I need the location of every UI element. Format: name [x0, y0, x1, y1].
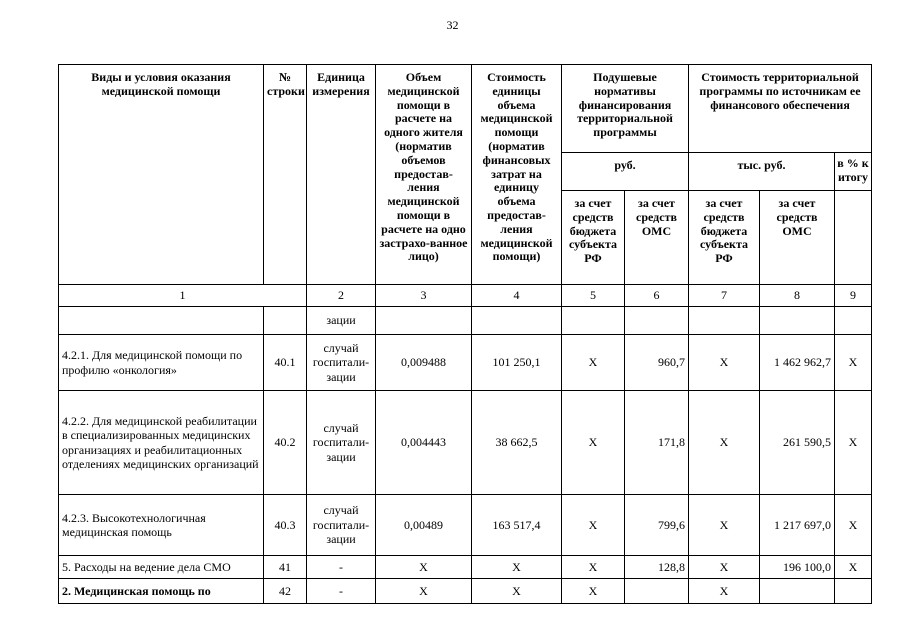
row-name: 4.2.3. Высокотехнологичная медицинская помощь — [59, 495, 264, 556]
row-unit: зации — [307, 307, 376, 335]
row-cost: X — [472, 579, 562, 604]
row-budget-thous: X — [689, 335, 760, 391]
row-oms-rub — [625, 307, 689, 335]
header-row-no: № строки — [264, 65, 307, 285]
row-name: 4.2.1. Для медицинской помощи по профилю «онкология» — [59, 335, 264, 391]
table-row — [59, 495, 872, 556]
row-pct: X — [835, 335, 872, 391]
header-cost: Стоимость единицы объема медицинской помощи (норматив финансовых затрат на единицу объема предостав-ления медицинской помощи) — [472, 65, 562, 285]
column-number: 7 — [689, 285, 760, 307]
row-number: 42 — [264, 579, 307, 604]
row-volume: 0,00489 — [376, 495, 472, 556]
row-name: 5. Расходы на ведение дела СМО — [59, 556, 264, 579]
row-number: 40.2 — [264, 391, 307, 495]
table-row — [59, 307, 872, 335]
row-volume — [376, 307, 472, 335]
row-unit: - — [307, 579, 376, 604]
header-oms-2: за счет средств ОМС — [760, 191, 835, 285]
column-number: 6 — [625, 285, 689, 307]
row-number: 40.1 — [264, 335, 307, 391]
column-number: 3 — [376, 285, 472, 307]
column-number: 9 — [835, 285, 872, 307]
row-budget-thous: X — [689, 391, 760, 495]
row-cost: 163 517,4 — [472, 495, 562, 556]
row-name: 4.2.2. Для медицинской реабилитации в специализированных медицинских организациях и реабилитационных отделениях медицинских организаций — [59, 391, 264, 495]
row-name: 2. Медицинская помощь по — [59, 579, 264, 604]
row-unit: случай госпитали-зации — [307, 495, 376, 556]
column-number: 1 — [59, 285, 307, 307]
row-number — [264, 307, 307, 335]
header-rub: руб. — [562, 153, 689, 191]
row-budget-thous: X — [689, 579, 760, 604]
column-number: 5 — [562, 285, 625, 307]
row-budget-rub: X — [562, 391, 625, 495]
column-number: 2 — [307, 285, 376, 307]
header-volume: Объем медицинской помощи в расчете на одного жителя (норматив объемов предостав-ления медицинской помощи в расчете на одно застрахо-ванное лицо) — [376, 65, 472, 285]
header-oms: за счет средств ОМС — [625, 191, 689, 285]
page-number: 32 — [446, 18, 459, 32]
row-oms-thous: 261 590,5 — [760, 391, 835, 495]
header-budget-rf-2: за счет средств бюджета субъекта РФ — [689, 191, 760, 285]
header-budget-rf: за счет средств бюджета субъекта РФ — [562, 191, 625, 285]
row-oms-rub: 960,7 — [625, 335, 689, 391]
header-type: Виды и условия оказания медицинской помощи — [59, 65, 264, 285]
row-pct — [835, 579, 872, 604]
row-pct: X — [835, 391, 872, 495]
row-oms-rub: 171,8 — [625, 391, 689, 495]
row-oms-thous: 196 100,0 — [760, 556, 835, 579]
row-oms-rub: 128,8 — [625, 556, 689, 579]
table-row — [59, 391, 872, 495]
financing-table — [58, 64, 872, 604]
row-oms-thous — [760, 579, 835, 604]
row-budget-thous — [689, 307, 760, 335]
row-unit: случай госпитали-зации — [307, 391, 376, 495]
table-row — [59, 556, 872, 579]
table-row — [59, 579, 872, 604]
row-cost — [472, 307, 562, 335]
row-volume: X — [376, 556, 472, 579]
header-row-1 — [59, 65, 872, 153]
row-pct: X — [835, 495, 872, 556]
row-budget-rub — [562, 307, 625, 335]
row-volume: X — [376, 579, 472, 604]
header-pct-total: в % к итогу — [835, 153, 872, 191]
row-cost: X — [472, 556, 562, 579]
row-budget-rub: X — [562, 335, 625, 391]
header-blank — [835, 191, 872, 285]
row-oms-thous — [760, 307, 835, 335]
header-thous-rub: тыс. руб. — [689, 153, 835, 191]
row-unit: случай госпитали-зации — [307, 335, 376, 391]
row-cost: 38 662,5 — [472, 391, 562, 495]
row-volume: 0,009488 — [376, 335, 472, 391]
row-budget-rub: X — [562, 579, 625, 604]
row-budget-rub: X — [562, 556, 625, 579]
header-per-capita: Подушевые нормативы финансирования территориальной программы — [562, 65, 689, 153]
header-total-cost: Стоимость территориальной программы по источникам ее финансового обеспечения — [689, 65, 872, 153]
column-number: 4 — [472, 285, 562, 307]
row-oms-rub — [625, 579, 689, 604]
row-pct: X — [835, 556, 872, 579]
row-budget-thous: X — [689, 556, 760, 579]
row-name — [59, 307, 264, 335]
column-number: 8 — [760, 285, 835, 307]
row-budget-thous: X — [689, 495, 760, 556]
row-oms-rub: 799,6 — [625, 495, 689, 556]
row-number: 40.3 — [264, 495, 307, 556]
table-row — [59, 335, 872, 391]
row-number: 41 — [264, 556, 307, 579]
column-numbers-row — [59, 285, 872, 307]
row-oms-thous: 1 462 962,7 — [760, 335, 835, 391]
row-budget-rub: X — [562, 495, 625, 556]
header-unit: Единица измерения — [307, 65, 376, 285]
row-volume: 0,004443 — [376, 391, 472, 495]
row-unit: - — [307, 556, 376, 579]
row-oms-thous: 1 217 697,0 — [760, 495, 835, 556]
row-pct — [835, 307, 872, 335]
row-cost: 101 250,1 — [472, 335, 562, 391]
